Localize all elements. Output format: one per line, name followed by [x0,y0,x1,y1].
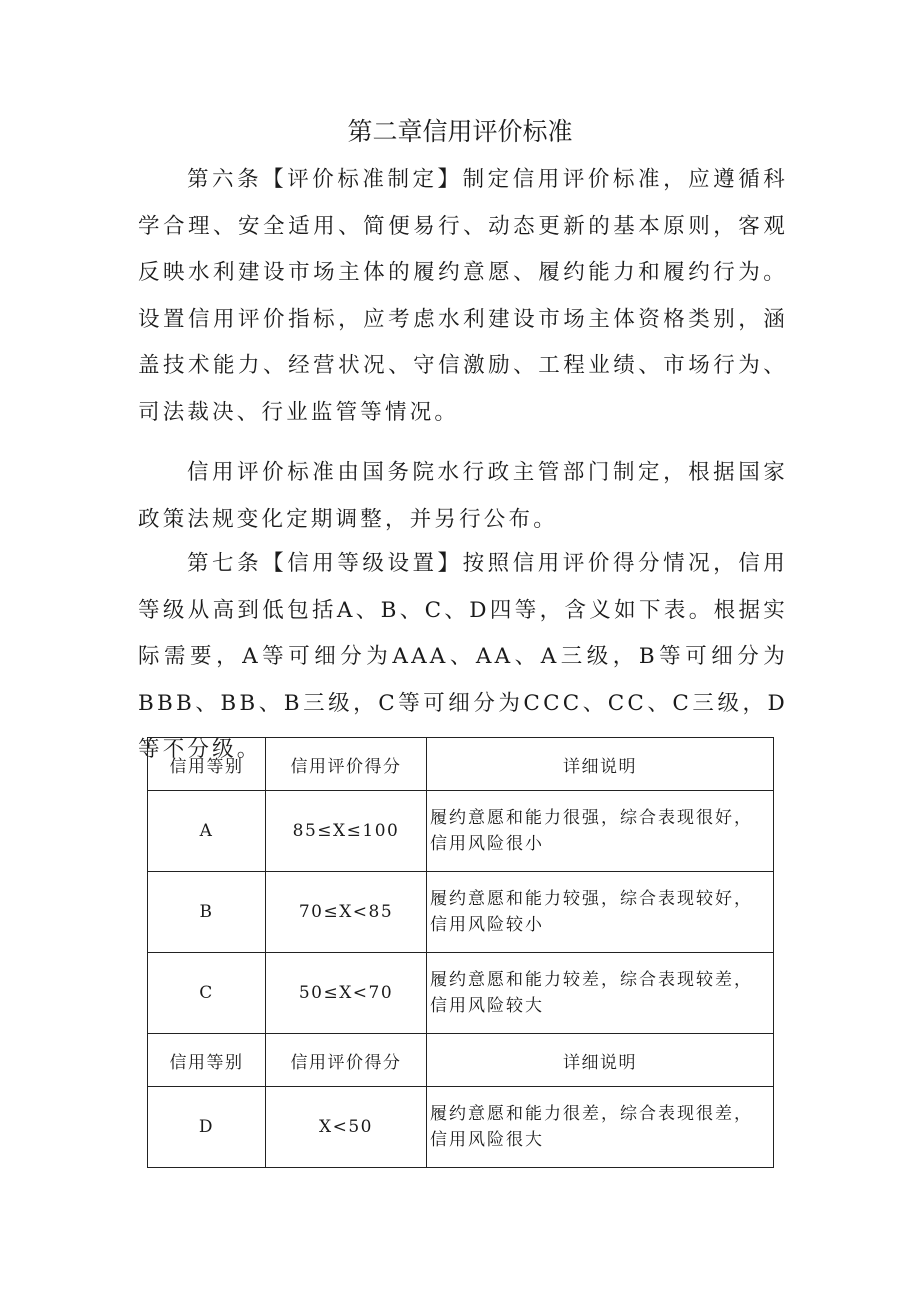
header-description: 详细说明 [427,1034,774,1087]
grade-cell: A [148,791,266,872]
chapter-title: 第二章信用评价标准 [347,117,573,146]
header-grade: 信用等别 [148,738,266,791]
table-row [148,791,774,872]
grade-cell: D [148,1087,266,1168]
article-6-paragraph: 第六条【评价标准制定】制定信用评价标准，应遵循科学合理、安全适用、简便易行、动态更新的基本原则，客观反映水利建设市场主体的履约意愿、履约能力和履约行为。设置信用评价指标，应考虑水利建设市场主体资格类别，涵盖技术能力、经营状况、守信激励、工程业绩、市场行为、司法裁决、行业监管等情况。 [138,167,788,425]
header-description: 详细说明 [427,738,774,791]
header-score: 信用评价得分 [266,738,427,791]
table-header-row-repeat [148,1034,774,1087]
score-cell: 70≤X<85 [266,872,427,953]
credit-grade-table [147,737,774,1168]
description-cell: 履约意愿和能力很强，综合表现很好，信用风险很小 [427,791,774,872]
score-cell: X<50 [266,1087,427,1168]
header-score: 信用评价得分 [266,1034,427,1087]
score-cell: 85≤X≤100 [266,791,427,872]
description-cell: 履约意愿和能力较差，综合表现较差，信用风险较大 [427,953,774,1034]
grade-cell: C [148,953,266,1034]
header-grade: 信用等别 [148,1034,266,1087]
description-cell: 履约意愿和能力很差，综合表现很差，信用风险很大 [427,1087,774,1168]
article-7-paragraph: 第七条【信用等级设置】按照信用评价得分情况，信用等级从高到低包括A、B、C、D四等，含义如下表。根据实际需要，A等可细分为AAA、AA、A三级，B等可细分为BBB、BB、B三级，C等可细分为CCC、CC、C三级，D等不分级。 [138,551,788,762]
standard-publication-paragraph: 信用评价标准由国务院水行政主管部门制定，根据国家政策法规变化定期调整，并另行公布。 [138,460,788,532]
description-cell: 履约意愿和能力较强，综合表现较好，信用风险较小 [427,872,774,953]
table-header-row [148,738,774,791]
table-row [148,953,774,1034]
table-row [148,1087,774,1168]
grade-cell: B [148,872,266,953]
table-row [148,872,774,953]
score-cell: 50≤X<70 [266,953,427,1034]
